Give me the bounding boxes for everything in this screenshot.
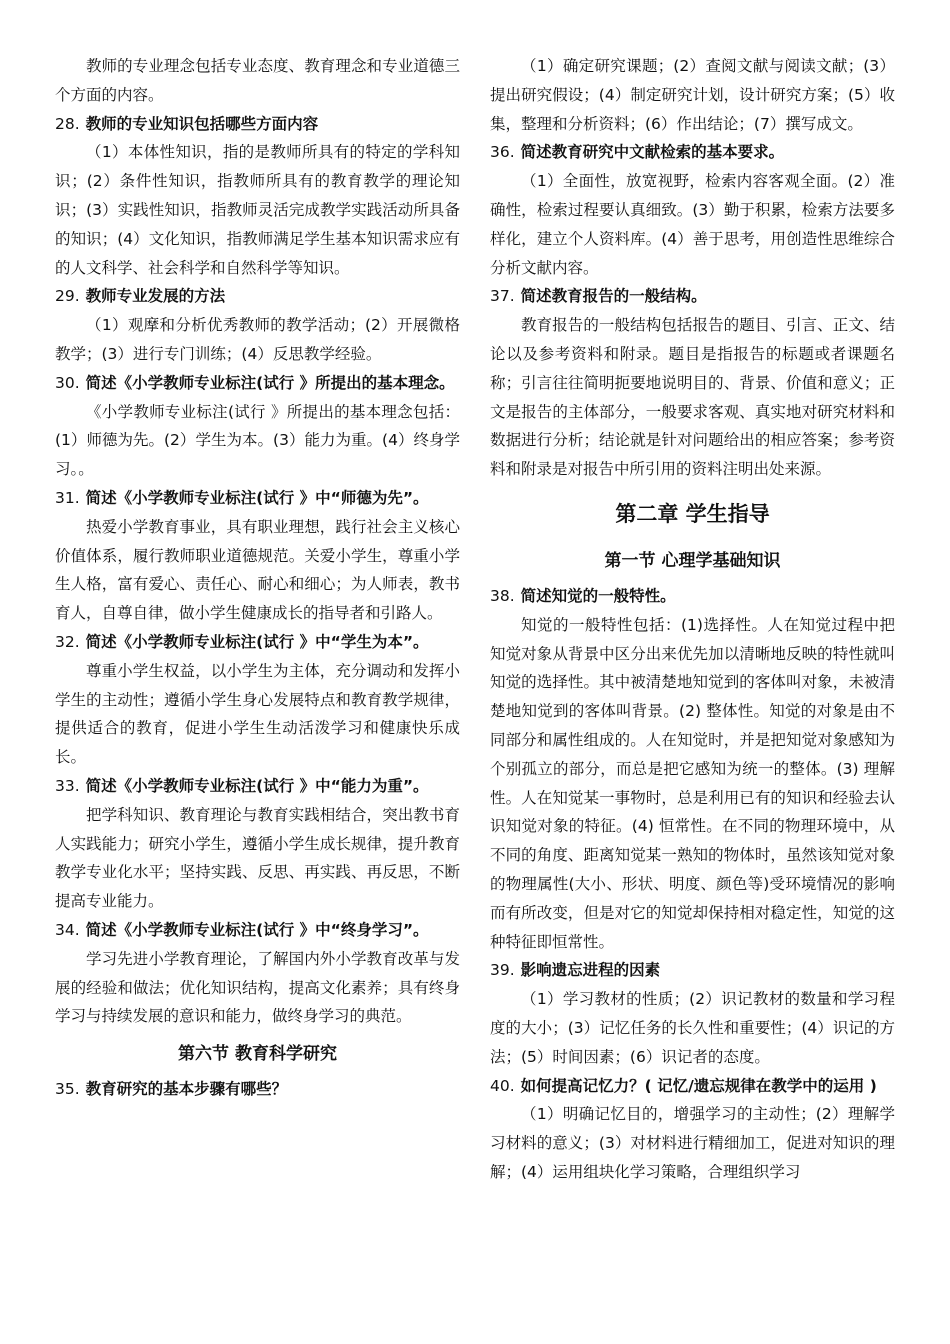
question-number: 33. bbox=[55, 776, 80, 795]
question-number: 32. bbox=[55, 632, 80, 651]
question-32-heading bbox=[55, 628, 460, 657]
question-number: 39. bbox=[490, 961, 515, 980]
question-39-heading bbox=[490, 956, 895, 985]
question-number: 29. bbox=[55, 287, 80, 306]
question-38-heading bbox=[490, 582, 895, 611]
answer-37: 教育报告的一般结构包括报告的题目、引言、正文、结论以及参考资料和附录。题目是指报告的标题或者课题名称；引言往往简明扼要地说明目的、背景、价值和意义；正文是报告的主体部分，一般要求客观、真实地对研究材料和数据进行分析；结论就是针对问题给出的相应答案；参考资料和附录是对报告中所引用的资料注明出处来源。 bbox=[490, 316, 895, 479]
answer-38: 知觉的一般特性包括：(1)选择性。人在知觉过程中把知觉对象从背景中区分出来优先加以清晰地反映的特性就叫知觉的选择性。其中被清楚地知觉到的客体叫对象，未被清楚地知觉到的客体叫背景。(2) 整体性。知觉的对象是由不同部分和属性组成的。人在知觉时，并是把知觉对象感知为个别孤立的部分，而总是把它感知为统一的整体。(3) 理解性。人在知觉某一事物时，总是利用已有的知识和经验去认识知觉对象的特征。(4) 恒常性。在不同的物理环境中，从不同的角度、距离知觉某一熟知的物体时，虽然该知觉对象的物理属性(大小、形状、明度、颜色等)受环境情况的影响而有所改变，但是对它的知觉却保持相对稳定性，知觉的这种特征即恒常性。 bbox=[490, 615, 895, 951]
question-35-heading bbox=[55, 1075, 460, 1104]
question-title: 简述《小学教师专业标注(试行 》中“终身学习”。 bbox=[85, 920, 429, 939]
section-1-heading: 第一节 心理学基础知识 bbox=[604, 550, 781, 571]
question-number: 35. bbox=[55, 1080, 80, 1099]
question-title: 简述教育报告的一般结构。 bbox=[520, 287, 707, 306]
question-34-heading bbox=[55, 916, 460, 945]
question-36-heading bbox=[490, 138, 895, 167]
answer-32: 尊重小学生权益，以小学生为主体，充分调动和发挥小学生的主动性；遵循小学生身心发展特点和教育教学规律，提供适合的教育，促进小学生生动活泼学习和健康快乐成长。 bbox=[55, 661, 460, 767]
question-title: 影响遗忘进程的因素 bbox=[520, 961, 661, 980]
right-column bbox=[490, 52, 895, 1187]
question-number: 40. bbox=[490, 1076, 515, 1095]
question-title: 简述知觉的一般特性。 bbox=[520, 586, 676, 605]
question-number: 28. bbox=[55, 114, 80, 133]
question-40-heading bbox=[490, 1072, 895, 1101]
answer-30: 《小学教师专业标注(试行 》所提出的基本理念包括：(1）师德为先。(2）学生为本。(3）能力为重。(4）终身学习。。 bbox=[55, 402, 460, 479]
question-title: 简述《小学教师专业标注(试行 》所提出的基本理念。 bbox=[85, 373, 455, 392]
question-title: 简述《小学教师专业标注(试行 》中“能力为重”。 bbox=[85, 776, 429, 795]
chapter-2-heading: 第二章 学生指导 bbox=[615, 501, 770, 526]
question-number: 36. bbox=[490, 143, 515, 162]
answer-28: （1）本体性知识，指的是教师所具有的特定的学科知识；(2）条件性知识，指教师所具有的教育教学的理论知识；(3）实践性知识，指教师灵活完成教学实践活动所具备的知识；(4）文化知识，指教师满足学生基本知识需求应有的人文科学、社会科学和自然科学等知识。 bbox=[55, 143, 460, 277]
question-title: 教师的专业知识包括哪些方面内容 bbox=[85, 114, 319, 133]
question-37-heading bbox=[490, 282, 895, 311]
question-title: 如何提高记忆力？( 记忆/遗忘规律在教学中的运用 ) bbox=[520, 1076, 877, 1095]
question-number: 31. bbox=[55, 488, 80, 507]
intro-paragraph: 教师的专业理念包括专业态度、教育理念和专业道德三个方面的内容。 bbox=[55, 57, 460, 104]
answer-33: 把学科知识、教育理论与教育实践相结合，突出教书育人实践能力；研究小学生，遵循小学生成长规律，提升教育教学专业化水平；坚持实践、反思、再实践、再反思，不断提高专业能力。 bbox=[55, 805, 460, 911]
question-33-heading bbox=[55, 772, 460, 801]
question-number: 37. bbox=[490, 287, 515, 306]
question-title: 简述教育研究中文献检索的基本要求。 bbox=[520, 143, 785, 162]
section-6-heading: 第六节 教育科学研究 bbox=[178, 1044, 337, 1065]
question-title: 教师专业发展的方法 bbox=[85, 287, 226, 306]
answer-39: （1）学习教材的性质；(2）识记教材的数量和学习程度的大小；(3）记忆任务的长久性和重要性；(4）识记的方法；(5）时间因素；(6）识记者的态度。 bbox=[490, 990, 895, 1066]
question-title: 简述《小学教师专业标注(试行 》中“学生为本”。 bbox=[85, 632, 429, 651]
question-31-heading bbox=[55, 484, 460, 513]
question-number: 34. bbox=[55, 920, 80, 939]
question-28-heading bbox=[55, 110, 460, 139]
question-number: 38. bbox=[490, 586, 515, 605]
question-title: 简述《小学教师专业标注(试行 》中“师德为先”。 bbox=[85, 488, 429, 507]
left-column bbox=[55, 52, 460, 1104]
answer-29: （1）观摩和分析优秀教师的教学活动；(2）开展微格教学；(3）进行专门训练；(4）反思教学经验。 bbox=[55, 316, 460, 363]
answer-36: （1）全面性，放宽视野，检索内容客观全面。(2）准确性，检索过程要认真细致。(3）勤于积累，检索方法要多样化，建立个人资料库。(4）善于思考，用创造性思维综合分析文献内容。 bbox=[490, 172, 895, 277]
answer-40: （1）明确记忆目的，增强学习的主动性；(2）理解学习材料的意义；(3）对材料进行精细加工，促进对知识的理解；(4）运用组块化学习策略，合理组织学习 bbox=[490, 1105, 895, 1181]
question-number: 30. bbox=[55, 373, 80, 392]
question-title: 教育研究的基本步骤有哪些？ bbox=[85, 1080, 288, 1099]
question-30-heading bbox=[55, 369, 460, 398]
answer-31: 热爱小学教育事业，具有职业理想，践行社会主义核心价值体系，履行教师职业道德规范。关爱小学生，尊重小学生人格，富有爱心、责任心、耐心和细心；为人师表，教书育人，自尊自律，做小学生健康成长的指导者和引路人。 bbox=[55, 517, 460, 623]
question-29-heading bbox=[55, 282, 460, 311]
answer-35: （1）确定研究课题；(2）查阅文献与阅读文献；(3）提出研究假设；(4）制定研究计划，设计研究方案；(5）收集，整理和分析资料；(6）作出结论；(7）撰写成文。 bbox=[490, 57, 895, 133]
answer-34: 学习先进小学教育理论，了解国内外小学教育改革与发展的经验和做法；优化知识结构，提高文化素养；具有终身学习与持续发展的意识和能力，做终身学习的典范。 bbox=[55, 949, 460, 1026]
